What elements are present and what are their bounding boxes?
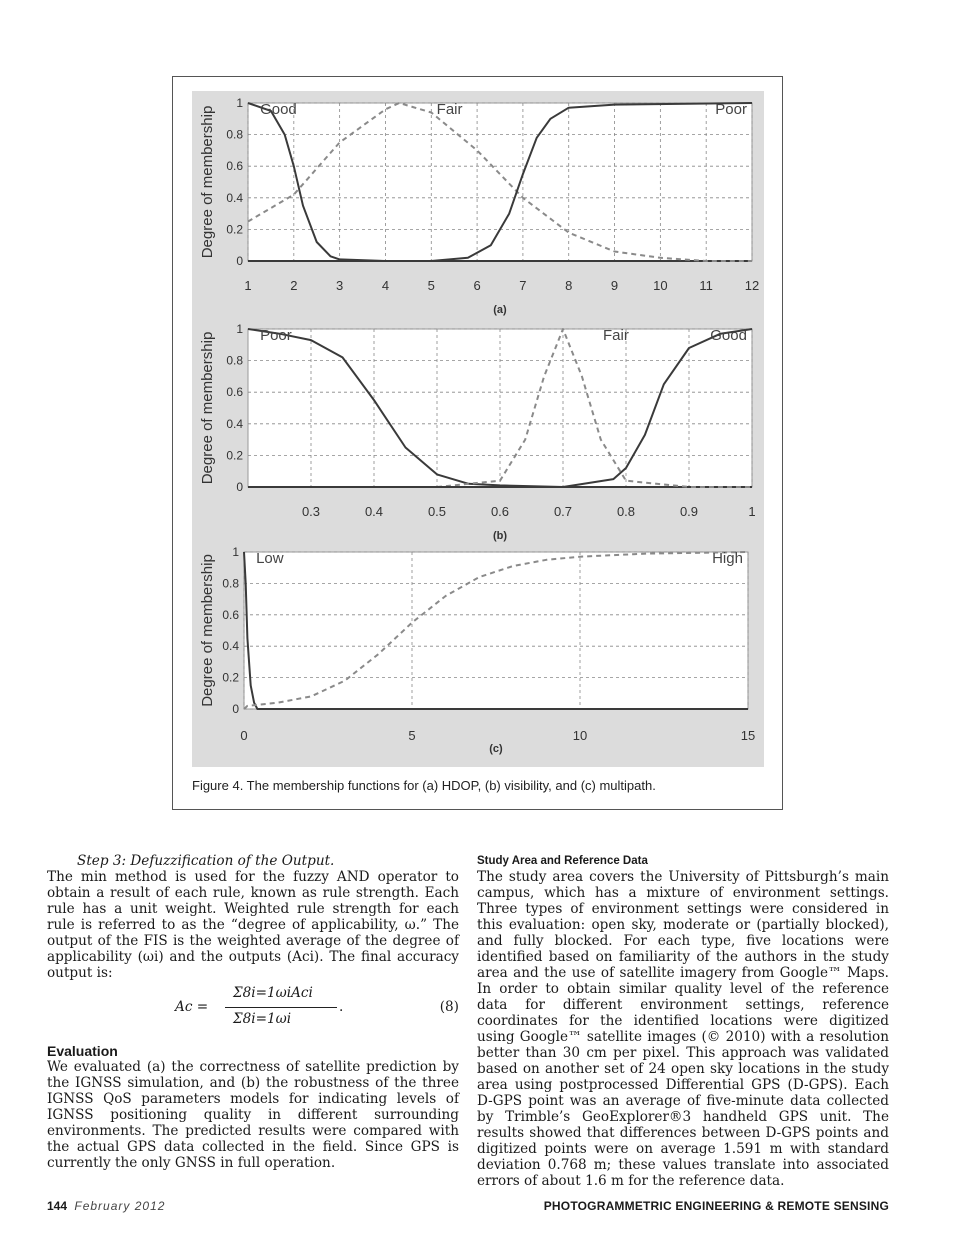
x-tick-label: 0.3 bbox=[301, 504, 321, 519]
x-tick-label: 5 bbox=[427, 278, 435, 293]
x-tick-label: 9 bbox=[610, 278, 619, 293]
plot-area bbox=[248, 103, 752, 261]
x-tick-label: 0.9 bbox=[679, 504, 699, 519]
x-tick-label: 0.5 bbox=[427, 504, 447, 519]
y-axis-label: Degree of membership bbox=[199, 105, 216, 259]
step-title: Step 3: Defuzzification of the Output. bbox=[77, 853, 335, 869]
x-tick-label: 12 bbox=[744, 278, 760, 293]
x-tick-label: 2 bbox=[290, 278, 298, 293]
x-tick-label: 3 bbox=[336, 278, 344, 293]
set-label-fair: Fair bbox=[436, 101, 463, 118]
footer-left bbox=[47, 1199, 165, 1213]
step-body: The min method is used for the fuzzy AND operator to obtain a result of each rule, known as rule strength. Each rule has a unit weight. Weighted rule strength for each rule is referred to as the “degree of applicability, ω.” The output of the FIS is the weighted average of the degree of applicability (ωi) and the outputs (Aci). The final accuracy output is: bbox=[47, 869, 459, 981]
y-tick-label: 1 bbox=[232, 546, 239, 559]
equation-lhs: Ac = bbox=[175, 999, 209, 1015]
x-tick-label: 1 bbox=[244, 278, 252, 293]
figure-caption: Figure 4. The membership functions for (a) HDOP, (b) visibility, and (c) multipath. bbox=[192, 778, 656, 793]
right-column bbox=[477, 853, 889, 1189]
panel-label: (a) bbox=[493, 304, 507, 316]
x-tick-label: 0 bbox=[240, 728, 248, 743]
evaluation-body: We evaluated (a) the correctness of satellite prediction by the IGNSS simulation, and (b) the robustness of the three IGNSS QoS parameters models for indicating levels of IGNSS positioning quality in different surrounding environments. The predicted results were compared with the actual GPS data collected in the field. Since GPS is currently the only GNSS in full operation. bbox=[47, 1059, 459, 1171]
x-tick-label: 5 bbox=[408, 728, 416, 743]
chart-panel-c bbox=[192, 546, 764, 767]
x-tick-label: 7 bbox=[519, 278, 527, 293]
panel-label: (b) bbox=[492, 530, 508, 542]
y-tick-label: 0.8 bbox=[226, 127, 243, 142]
equation-fraction-bar bbox=[225, 1007, 337, 1008]
chart-panel-b bbox=[192, 321, 764, 546]
y-tick-label: 0.2 bbox=[222, 670, 239, 685]
y-tick-label: 0.2 bbox=[226, 448, 243, 463]
equation-label: (8) bbox=[439, 999, 459, 1015]
x-tick-label: 4 bbox=[381, 278, 390, 293]
x-tick-label: 1 bbox=[748, 504, 756, 519]
x-tick-label: 0.7 bbox=[553, 504, 573, 519]
y-tick-label: 0.6 bbox=[226, 385, 243, 400]
y-tick-label: 0.2 bbox=[226, 222, 243, 237]
issue-date: February 2012 bbox=[74, 1199, 166, 1213]
x-tick-label: 0.6 bbox=[490, 504, 510, 519]
y-tick-label: 0 bbox=[236, 480, 243, 494]
journal-name: PHOTOGRAMMETRIC ENGINEERING & REMOTE SENSING bbox=[543, 1199, 889, 1213]
y-tick-label: 0.4 bbox=[222, 639, 239, 654]
chart-a-svg bbox=[192, 91, 764, 321]
left-column bbox=[47, 853, 459, 1171]
page-number: 144 bbox=[47, 1199, 68, 1213]
x-tick-label: 10 bbox=[653, 278, 668, 293]
study-area-heading: Study Area and Reference Data bbox=[477, 855, 648, 867]
x-tick-label: 15 bbox=[740, 728, 756, 743]
x-tick-label: 10 bbox=[572, 728, 588, 743]
y-axis-label: Degree of membership bbox=[199, 331, 216, 485]
equation-8 bbox=[47, 981, 459, 1043]
y-tick-label: 1 bbox=[236, 96, 243, 110]
chart-b-svg bbox=[192, 321, 764, 546]
set-label-poor: Poor bbox=[260, 327, 292, 344]
set-label-good: Good bbox=[710, 327, 747, 344]
set-label-high: High bbox=[712, 550, 743, 567]
y-tick-label: 0.4 bbox=[226, 190, 243, 205]
y-axis-label: Degree of membership bbox=[199, 554, 216, 707]
x-tick-label: 0.8 bbox=[616, 504, 636, 519]
equation-numerator: Σ8i=1ωiAci bbox=[233, 985, 313, 1001]
study-area-body: The study area covers the University of Pittsburgh’s main campus, which has a mixture of environment settings. Three types of environment settings were considered in this evaluation: open sky, moderate or (partially blocked), and fully blocked. For each type, five locations were identified based on familiarity of the authors in the study area and the use of satellite imagery from Google™ Maps. In order to obtain similar quality level of the reference data for different environment settings, reference coordinates for the identified locations were digitized using Google™ satellite images (© 2010) with a resolution better than 30 cm per pixel. This approach was validated based on another set of 24 open sky locations in the study area using postprocessed Differential GPS (D-GPS). Each D-GPS point was an average of five-minute data collected by Trimble’s GeoExplorer®3 handheld GPS unit. The results showed that differences between D-GPS points and digitized points were on average 1.591 m with standard deviation 0.768 m; these values translate into associated errors of about 1.6 m for the reference data. bbox=[477, 869, 889, 1189]
y-tick-label: 0 bbox=[232, 702, 239, 716]
evaluation-heading: Evaluation bbox=[47, 1043, 118, 1059]
plot-area bbox=[244, 552, 748, 709]
set-label-good: Good bbox=[260, 101, 297, 118]
set-label-low: Low bbox=[256, 550, 284, 567]
x-tick-label: 6 bbox=[473, 278, 481, 293]
equation-end: . bbox=[339, 999, 344, 1015]
y-tick-label: 0 bbox=[236, 254, 243, 268]
y-tick-label: 0.6 bbox=[226, 159, 243, 174]
y-tick-label: 0.4 bbox=[226, 416, 243, 431]
chart-panel-a bbox=[192, 91, 764, 321]
x-tick-label: 11 bbox=[699, 278, 713, 293]
y-tick-label: 0.8 bbox=[222, 576, 239, 591]
chart-c-svg bbox=[192, 546, 764, 767]
x-tick-label: 0.4 bbox=[364, 504, 384, 519]
x-tick-label: 8 bbox=[565, 278, 573, 293]
y-tick-label: 0.8 bbox=[226, 353, 243, 368]
y-tick-label: 1 bbox=[236, 322, 243, 336]
set-label-fair: Fair bbox=[602, 327, 629, 344]
set-label-poor: Poor bbox=[715, 101, 747, 118]
y-tick-label: 0.6 bbox=[222, 607, 239, 622]
panel-label: (c) bbox=[489, 743, 503, 755]
equation-denominator: Σ8i=1ωi bbox=[233, 1011, 292, 1027]
